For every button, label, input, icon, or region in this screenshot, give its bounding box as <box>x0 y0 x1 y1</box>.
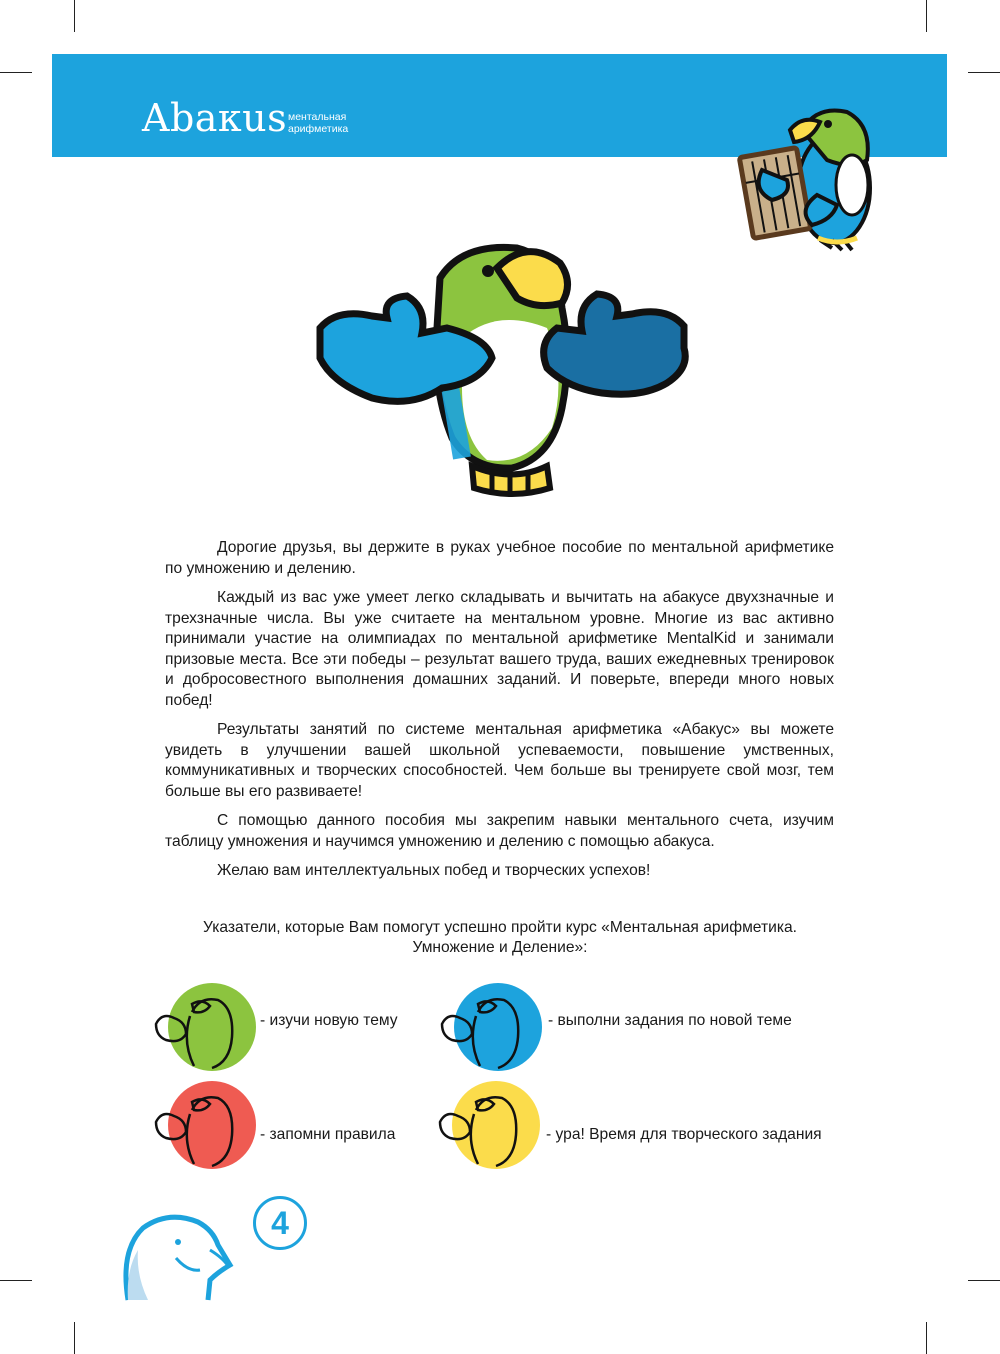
paragraph: С помощью данного пособия мы закрепим навыки ментального счета, изучим таблицу умножения и научимся умножению и делению с помощью абакуса. <box>165 812 834 850</box>
pointers-heading-line-1: Указатели, которые Вам помогут успешно пройти курс «Ментальная арифметика. <box>203 919 797 936</box>
paragraph: Результаты занятий по системе ментальная арифметика «Абакус» вы можете увидеть в улучшении вашей школьной успеваемости, повышение умственных, коммуникативных и творческих способностей. Чем больше вы тренируете свой мозг, тем больше вы его развиваете! <box>165 721 834 800</box>
brand-tagline <box>288 111 348 135</box>
crop-mark <box>0 72 32 73</box>
pointer-label: - ура! Время для творческого задания <box>546 1126 822 1143</box>
crop-mark <box>968 1280 1000 1281</box>
crop-mark <box>926 0 927 32</box>
pointer-new-topic-tasks <box>438 982 838 1072</box>
paragraph: Каждый из вас уже умеет легко складывать и вычитать на абакусе двухзначные и трехзначные числа. Вы уже считаете на ментальном уровне. Многие из вас активно принимали участие на олимпиадах по ментальной арифметике MentalKid и занимали призовые места. Все эти победы – результат вашего труда, ваших ежедневных тренировок и добросовестного выполнения домашних заданий. И поверьте, впереди много новых побед! <box>165 589 834 709</box>
pointer-creative-task <box>436 1080 866 1170</box>
tagline-line-1: ментальная <box>288 111 347 123</box>
pointer-new-topic <box>152 982 452 1072</box>
crop-mark <box>968 72 1000 73</box>
pointers-heading <box>160 918 840 958</box>
parrot-yellow-icon <box>436 1080 546 1170</box>
parrot-mascot-icon <box>312 238 692 503</box>
paragraph: Дорогие друзья, вы держите в руках учебное пособие по ментальной арифметике по умножению и делению. <box>165 539 834 577</box>
pointer-remember-rules <box>152 1080 452 1170</box>
parrot-green-icon <box>152 982 262 1072</box>
brand-logo: Abaкus <box>142 96 288 140</box>
parrot-blue-icon <box>438 982 548 1072</box>
page-number: 4 <box>253 1196 307 1250</box>
parrot-outline-icon <box>118 1210 238 1302</box>
parrot-red-icon <box>152 1080 262 1170</box>
crop-mark <box>0 1280 32 1281</box>
tagline-line-2: арифметика <box>288 123 349 135</box>
crop-mark <box>926 1322 927 1354</box>
parrot-abacus-icon <box>732 100 882 258</box>
intro-text <box>165 538 834 891</box>
pointer-label: - запомни правила <box>260 1126 396 1143</box>
crop-mark <box>74 1322 75 1354</box>
pointer-label: - выполни задания по новой теме <box>548 1012 792 1029</box>
pointers-heading-line-2: Умножение и Деление»: <box>412 939 588 956</box>
pointer-label: - изучи новую тему <box>260 1012 398 1029</box>
paragraph: Желаю вам интеллектуальных побед и творческих успехов! <box>217 862 651 879</box>
crop-mark <box>74 0 75 32</box>
